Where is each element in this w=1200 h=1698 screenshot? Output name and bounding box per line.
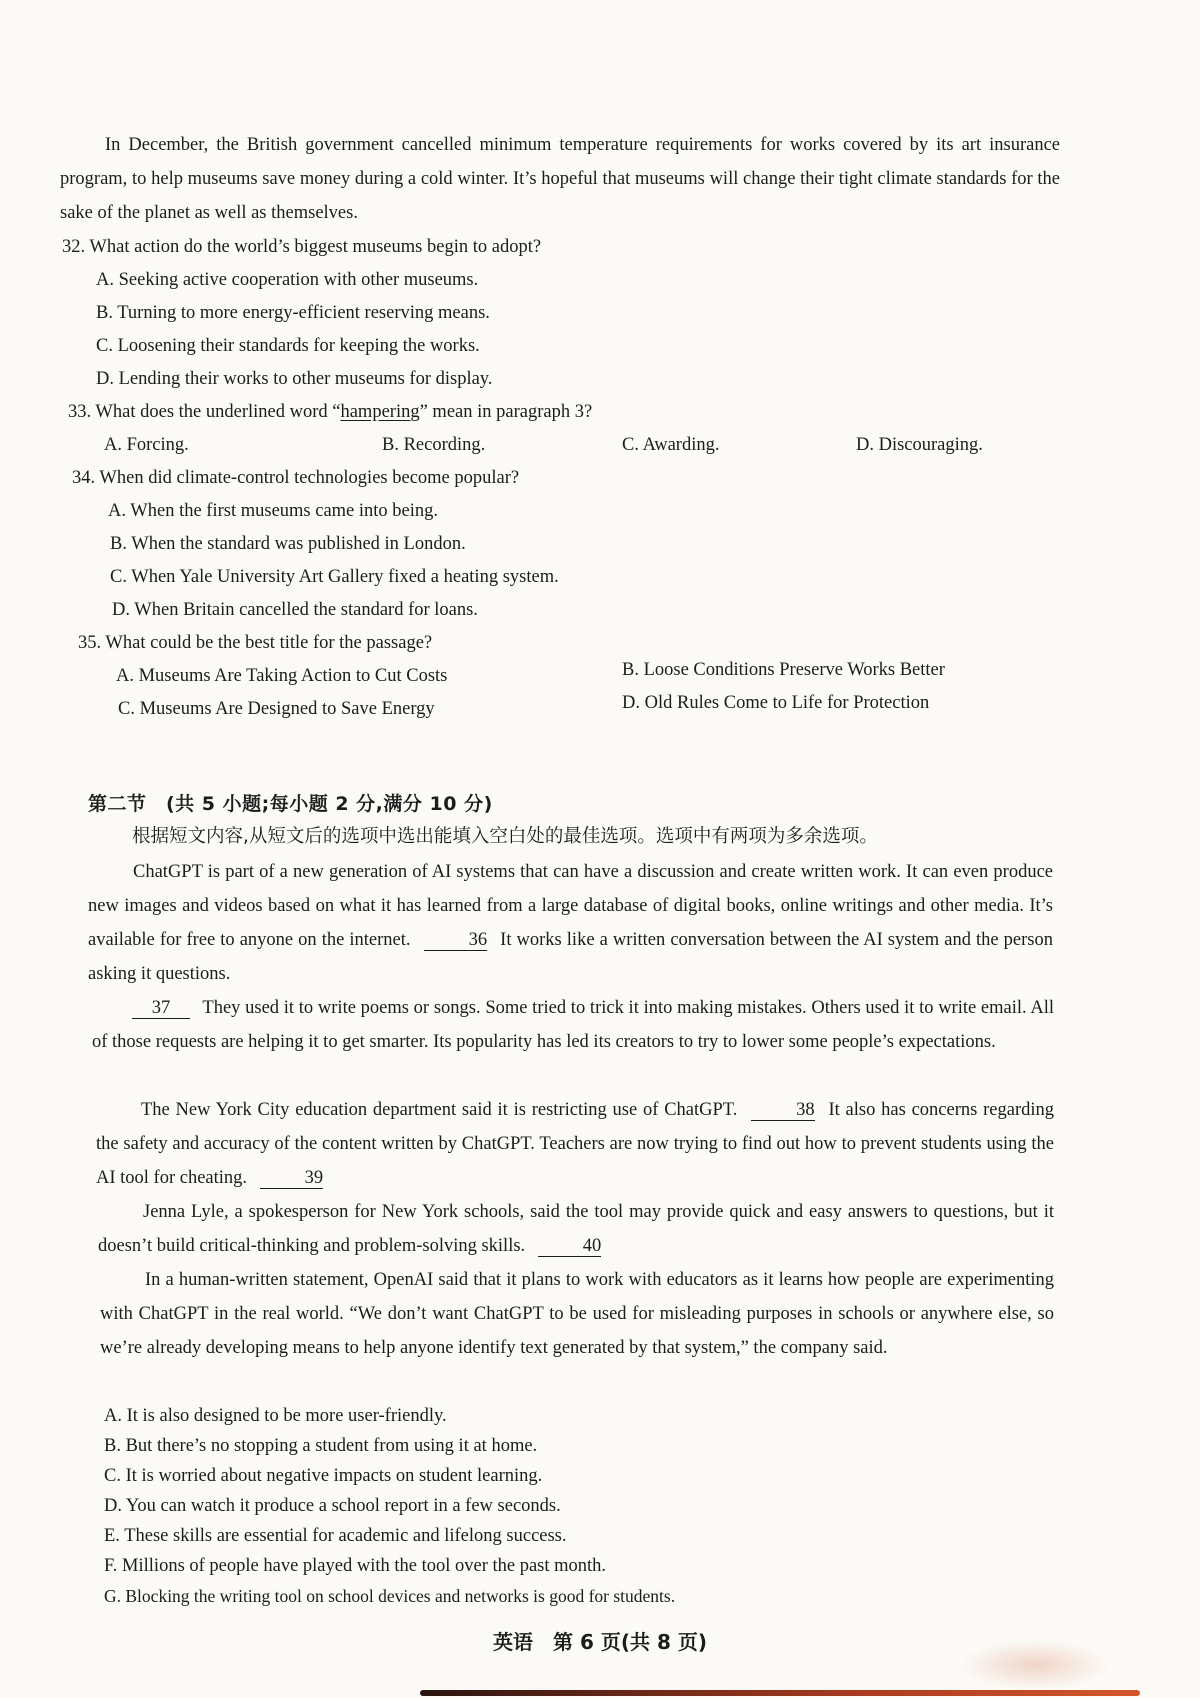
passage-paragraph-4 (98, 1195, 1054, 1263)
passage-paragraph-2 (92, 991, 1054, 1059)
question-33-stem (68, 395, 592, 429)
question-32-option-a: A. Seeking active cooperation with other museums. (96, 270, 479, 290)
question-34-option-d: D. When Britain cancelled the standard for loans. (112, 600, 478, 620)
question-34-stem: 34. When did climate-control technologies become popular? (72, 468, 520, 488)
passage-p1-text: ChatGPT is part of a new generation of AI systems that can have a discussion and create written work. It can even produce new images and videos based on what it has learned from a large database of digital books, online writings and other media. It’s available for free to anyone on the internet. (88, 862, 1053, 950)
passage-p3-after: It also has concerns regarding the safety and accuracy of the content written by ChatGPT. Teachers are now trying to find out how to prevent students using the AI tool for cheating. (96, 1100, 1055, 1188)
blank-40: 40 (538, 1236, 602, 1257)
blank-38: 38 (751, 1100, 815, 1121)
question-35-option-c: C. Museums Are Designed to Save Energy (118, 699, 435, 719)
passage-p4-text: Jenna Lyle, a spokesperson for New York schools, said the tool may provide quick and easy answers to questions, but it doesn’t build critical-thinking and problem-solving skills. (98, 1202, 1054, 1256)
question-35-stem: 35. What could be the best title for the passage? (78, 633, 433, 653)
choice-f: F. Millions of people have played with the tool over the past month. (104, 1556, 607, 1576)
section-2-instruction: 根据短文内容,从短文后的选项中选出能填入空白处的最佳选项。选项中有两项为多余选项。 (132, 826, 878, 847)
blank-37: 37 (132, 998, 190, 1019)
question-34-option-b: B. When the standard was published in London. (110, 534, 466, 554)
question-32-option-c: C. Loosening their standards for keeping the works. (96, 336, 480, 356)
passage-p2-text: They used it to write poems or songs. Some tried to trick it into making mistakes. Others used it to write email. All of those requests are helping it to get smarter. Its popularity has led its creators to try to lower some people’s expectations. (92, 998, 1055, 1052)
question-33-option-d: D. Discouraging. (856, 435, 983, 455)
page-footer: 英语 第 6 页(共 8 页) (493, 1630, 707, 1654)
page-bottom-edge (420, 1690, 1140, 1696)
question-33-stem-after: ” mean in paragraph 3? (419, 402, 593, 422)
question-33-option-a: A. Forcing. (104, 435, 189, 455)
choice-d: D. You can watch it produce a school report in a few seconds. (104, 1496, 561, 1516)
underlined-word: hampering (340, 402, 420, 422)
question-34-option-a: A. When the first museums came into being. (108, 501, 439, 521)
choice-b: B. But there’s no stopping a student from using it at home. (104, 1436, 538, 1456)
passage-p5-text: In a human-written statement, OpenAI said that it plans to work with educators as it learns how people are experimenting with ChatGPT in the real world. “We don’t want ChatGPT to be used for misleading purposes in schools or anywhere else, so we’re already developing means to help anyone identify text generated by that system,” the company said. (100, 1270, 1054, 1358)
question-32-stem: 32. What action do the world’s biggest museums begin to adopt? (62, 237, 542, 257)
passage-paragraph-5 (100, 1263, 1054, 1365)
section-2-title: 第二节 (共 5 小题;每小题 2 分,满分 10 分) (88, 793, 493, 815)
choice-a: A. It is also designed to be more user-friendly. (104, 1406, 447, 1426)
question-34-option-c: C. When Yale University Art Gallery fixed a heating system. (110, 567, 559, 587)
question-33-stem-before: 33. What does the underlined word “ (68, 402, 341, 422)
intro-paragraph (60, 128, 1060, 230)
question-32-option-d: D. Lending their works to other museums for display. (96, 369, 493, 389)
choice-e: E. These skills are essential for academic and lifelong success. (104, 1526, 567, 1546)
intro-text: In December, the British government cancelled minimum temperature requirements for works covered by its art insurance program, to help museums save money during a cold winter. It’s hopeful that museums will change their tight climate standards for the sake of the planet as well as themselves. (60, 135, 1060, 223)
question-35-option-d: D. Old Rules Come to Life for Protection (622, 693, 930, 713)
question-33-option-c: C. Awarding. (622, 435, 720, 455)
question-35-option-a: A. Museums Are Taking Action to Cut Costs (116, 666, 448, 686)
passage-paragraph-1 (88, 855, 1053, 991)
blank-39: 39 (260, 1168, 324, 1189)
passage-p1-after: It works like a written conversation between the AI system and the person asking it questions. (88, 930, 1054, 984)
blank-36: 36 (424, 930, 488, 951)
question-33-option-b: B. Recording. (382, 435, 486, 455)
passage-paragraph-3 (96, 1093, 1054, 1195)
question-35-option-b: B. Loose Conditions Preserve Works Better (622, 660, 945, 680)
question-32-option-b: B. Turning to more energy-efficient reserving means. (96, 303, 490, 323)
scan-smudge (960, 1640, 1110, 1690)
passage-p3-text: The New York City education department said it is restricting use of ChatGPT. (141, 1100, 738, 1120)
choice-g: G. Blocking the writing tool on school devices and networks is good for students. (104, 1586, 676, 1606)
choice-c: C. It is worried about negative impacts on student learning. (104, 1466, 543, 1486)
